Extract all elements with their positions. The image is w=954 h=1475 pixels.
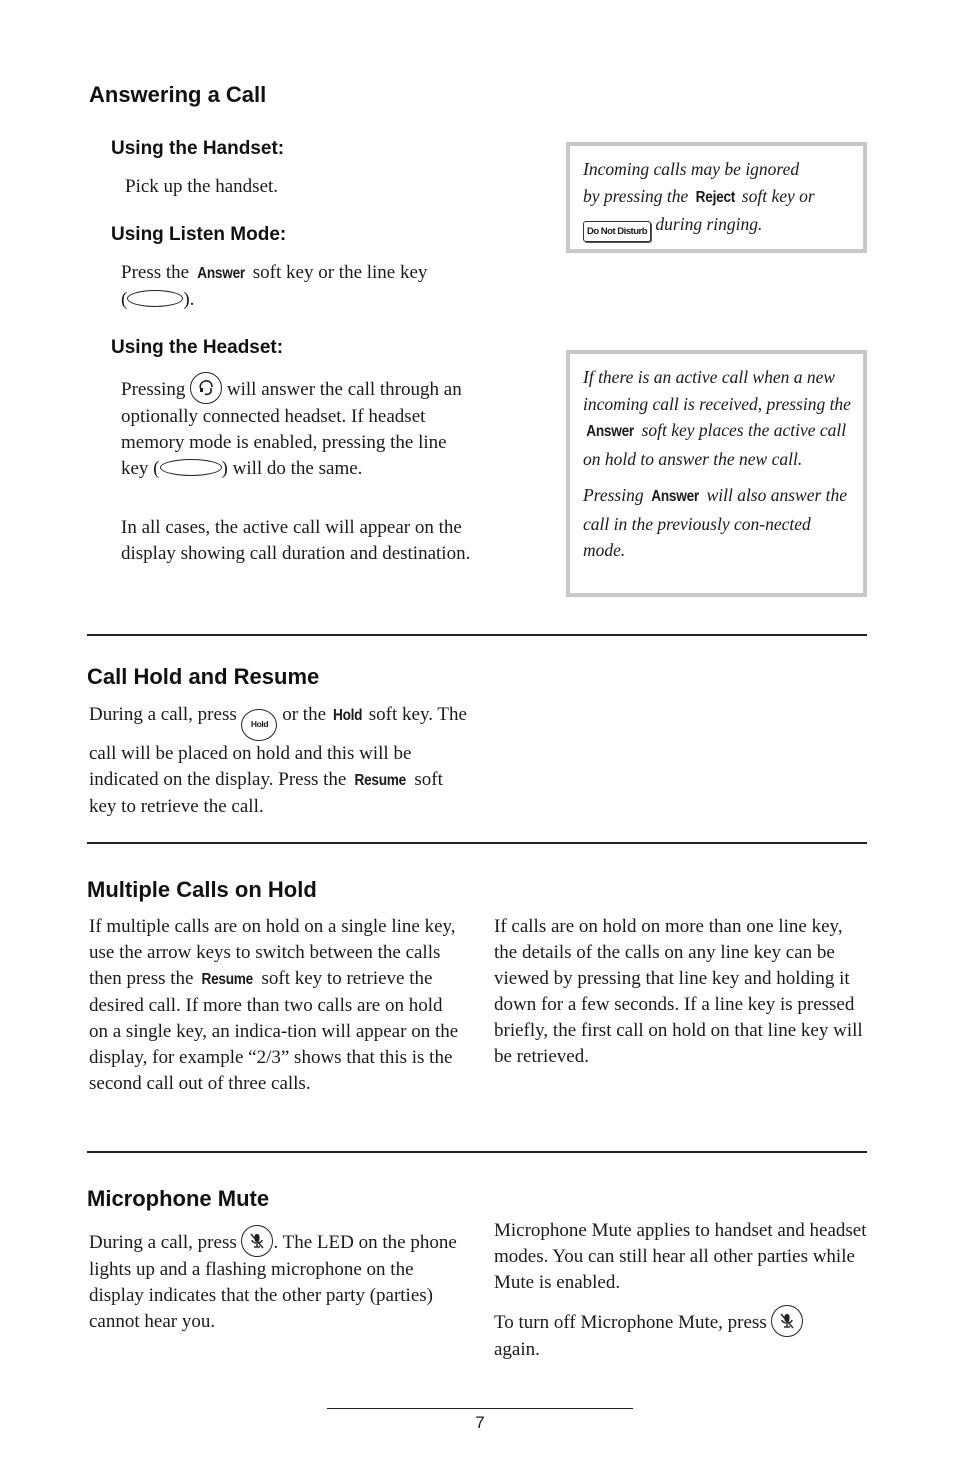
microphone-mute-icon	[771, 1305, 803, 1337]
section-divider	[87, 1151, 867, 1153]
handset-text: Pick up the handset.	[125, 176, 279, 197]
page-number: 7	[475, 1413, 485, 1432]
mute-right-text-1: Microphone Mute applies to handset and headset modes. You can still hear all other parties while Mute is enabled.	[494, 1220, 867, 1293]
heading-handset: Using the Handset:	[111, 138, 285, 159]
resume-softkey: Resume	[201, 971, 254, 988]
answer-softkey: Answer	[197, 265, 245, 282]
section-title-multiple: Multiple Calls on Hold	[87, 877, 317, 902]
listen-mode-text: Press the Answer soft key or the line key ( ).	[121, 262, 428, 310]
headset-icon	[190, 372, 222, 404]
note-active-call: If there is an active call when a new incoming call is received, pressing the Answer soft key places the active call on hold to answer the new call. Pressing Answer will also answer the call in the previously con-nected mode.	[566, 350, 867, 597]
reject-softkey: Reject	[695, 188, 735, 206]
section-title-hold: Call Hold and Resume	[87, 664, 320, 689]
line-key-icon	[160, 459, 222, 476]
resume-softkey: Resume	[354, 772, 407, 789]
section-divider	[87, 634, 867, 636]
note-incoming-calls: Incoming calls may be ignored by pressing the Reject soft key or Do Not Disturb during ringing.	[566, 142, 867, 253]
section-title-answering: Answering a Call	[89, 82, 267, 107]
section-title-mute: Microphone Mute	[87, 1186, 270, 1211]
heading-listen-mode: Using Listen Mode:	[111, 224, 287, 245]
answer-softkey: Answer	[586, 423, 634, 440]
hold-text: During a call, press Hold or the Hold soft key. The call will be placed on hold and this will be indicated on the display. Press the Resume soft key to retrieve the call.	[89, 704, 467, 817]
microphone-mute-icon	[241, 1225, 273, 1257]
do-not-disturb-key-icon: Do Not Disturb	[583, 221, 651, 242]
heading-headset: Using the Headset:	[111, 337, 284, 358]
multiple-left-text: If multiple calls are on hold on a single line key, use the arrow keys to switch between the calls then press the Resume soft key to retrieve the desired call. If more than two calls are on hold on a single key, an indica-tion will appear on the display, for example “2/3” shows that this is the second call out of three calls.	[89, 916, 459, 1094]
hold-softkey: Hold	[332, 707, 363, 724]
footer-rule	[327, 1408, 633, 1409]
hold-key-icon: Hold	[241, 709, 277, 741]
answer-softkey: Answer	[651, 488, 699, 505]
multiple-right-text: If calls are on hold on more than one line key, the details of the calls on any line key can be viewed by pressing that line key and holding it down for a few seconds. If a line key is pressed briefly, the first call on hold on that line key will be retrieved.	[494, 916, 863, 1067]
mute-right-text-2: To turn off Microphone Mute, press again.	[494, 1305, 869, 1363]
section-divider	[87, 842, 867, 844]
mute-left-text: During a call, press . The LED on the phone lights up and a flashing microphone on the display indicates that the other party (parties) cannot hear you.	[89, 1225, 464, 1335]
headset-para2: In all cases, the active call will appear on the display showing call duration and destination.	[121, 517, 471, 564]
headset-text: Pressing will answer the call through an optionally connected headset. If headset memory mode is enabled, pressing the line key ( ) will do the same.	[121, 372, 471, 482]
line-key-icon	[127, 290, 183, 307]
